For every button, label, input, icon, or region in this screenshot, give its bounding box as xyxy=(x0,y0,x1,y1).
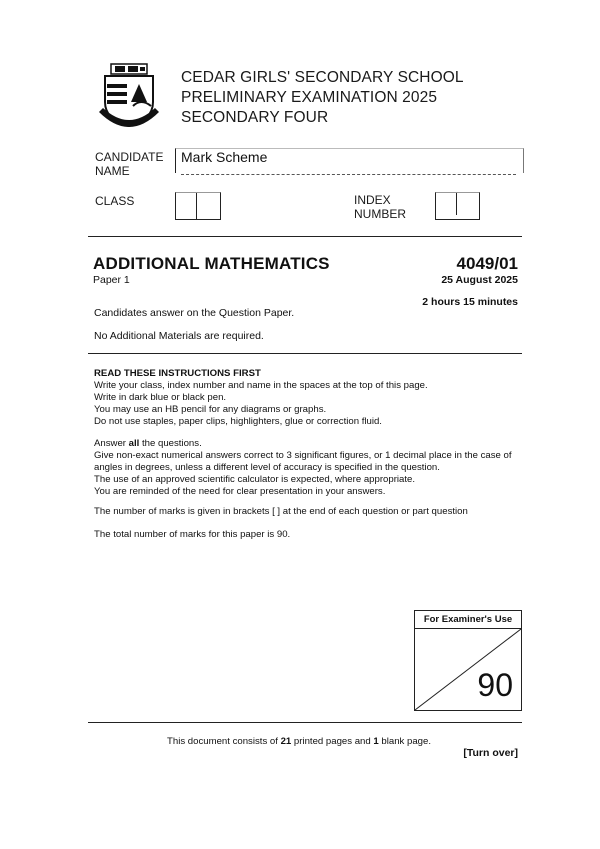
school-header xyxy=(181,68,464,128)
exam-duration: 2 hours 15 minutes xyxy=(422,296,518,308)
paper-code: 4049/01 xyxy=(456,254,518,273)
total-marks-value: 90 xyxy=(477,667,513,703)
instruction-line: The use of an approved scientific calculator is expected, where appropriate. xyxy=(94,474,416,485)
instruction-line: Write in dark blue or black pen. xyxy=(94,392,227,403)
marks-note: The number of marks is given in brackets [ ] at the end of each question or part question xyxy=(94,506,468,517)
instruction-line: You are reminded of the need for clear presentation in your answers. xyxy=(94,486,386,497)
level-name: SECONDARY FOUR xyxy=(181,109,329,126)
instruction-line: You may use an HB pencil for any diagrams or graphs. xyxy=(94,404,327,415)
exam-date: 25 August 2025 xyxy=(441,274,518,286)
class-label: CLASS xyxy=(95,194,135,208)
instruction-line: Give non-exact numerical answers correct to 3 significant figures, or 1 decimal place in the case of angles in degrees, unless a different level of accuracy is specified in the question. xyxy=(94,450,512,473)
examiners-use-heading: For Examiner's Use xyxy=(415,611,521,629)
divider-middle xyxy=(88,353,522,354)
divider-top xyxy=(88,236,522,237)
name-underline xyxy=(181,174,516,175)
class-field-divider xyxy=(196,193,197,219)
instructions-section xyxy=(94,368,524,498)
answer-on-paper-note: Candidates answer on the Question Paper. xyxy=(94,307,295,319)
school-crest-logo xyxy=(95,62,163,134)
candidate-name-value: Mark Scheme xyxy=(181,149,268,165)
total-marks-note: The total number of marks for this paper is 90. xyxy=(94,529,291,540)
instruction-line: Write your class, index number and name in the spaces at the top of this page. xyxy=(94,380,428,391)
subject-title: ADDITIONAL MATHEMATICS xyxy=(93,254,330,273)
instructions-heading: READ THESE INSTRUCTIONS FIRST xyxy=(94,368,261,379)
instruction-line: Answer all the questions. xyxy=(94,438,202,449)
materials-note: No Additional Materials are required. xyxy=(94,330,264,342)
index-number-field[interactable] xyxy=(435,192,480,220)
instruction-line: Do not use staples, paper clips, highlighters, glue or correction fluid. xyxy=(94,416,382,427)
exam-name: PRELIMINARY EXAMINATION 2025 xyxy=(181,89,438,106)
examiners-use-box xyxy=(414,610,522,711)
candidate-name-label: CANDIDATE NAME xyxy=(95,150,164,178)
turn-over-label: [Turn over] xyxy=(463,747,518,759)
index-field-divider xyxy=(456,193,457,215)
class-field[interactable] xyxy=(175,192,221,220)
paper-number: Paper 1 xyxy=(93,274,130,286)
page-count-note: This document consists of 21 printed pages and 1 blank page. xyxy=(167,736,432,747)
divider-bottom xyxy=(88,722,522,723)
index-number-label: INDEX NUMBER xyxy=(354,193,407,221)
school-name: CEDAR GIRLS' SECONDARY SCHOOL xyxy=(181,69,464,86)
